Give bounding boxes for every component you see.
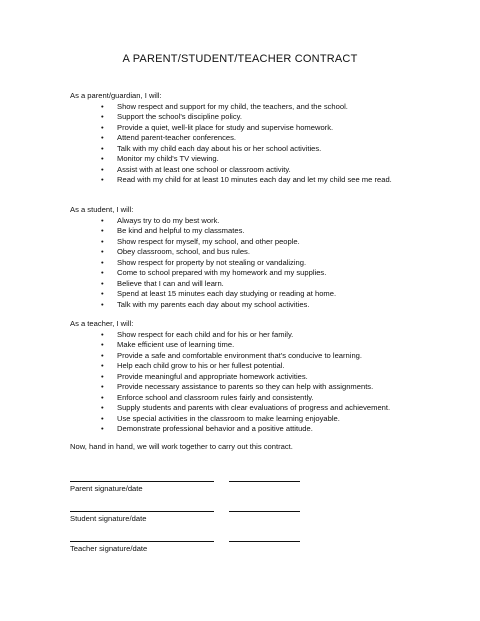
signature-line <box>70 481 214 482</box>
signature-line <box>70 511 214 512</box>
list-item: • Enforce school and classroom rules fairly and consistently. <box>117 393 410 404</box>
student-section <box>70 205 410 310</box>
list-item: • Believe that I can and will learn. <box>117 279 410 290</box>
teacher-section <box>70 319 410 435</box>
list-item: • Provide necessary assistance to parents so they can help with assignments. <box>117 382 410 393</box>
signature-line <box>70 541 214 542</box>
list-item: • Demonstrate professional behavior and a positive attitude. <box>117 424 410 435</box>
date-line <box>229 481 300 482</box>
parent-intro: As a parent/guardian, I will: <box>70 91 162 100</box>
list-item: • Show respect for each child and for his or her family. <box>117 330 410 341</box>
date-line <box>229 511 300 512</box>
list-item: • Provide a quiet, well-lit place for study and supervise homework. <box>117 123 410 134</box>
list-item: • Help each child grow to his or her fullest potential. <box>117 361 410 372</box>
list-item: • Come to school prepared with my homework and my supplies. <box>117 268 410 279</box>
teacher-list <box>70 330 410 435</box>
parent-list <box>70 102 410 186</box>
list-item: • Provide a safe and comfortable environment that's conducive to learning. <box>117 351 410 362</box>
list-item: • Show respect and support for my child, the teachers, and the school. <box>117 102 410 113</box>
student-intro: As a student, I will: <box>70 205 134 214</box>
list-item: • Provide meaningful and appropriate homework activities. <box>117 372 410 383</box>
closing-statement: Now, hand in hand, we will work together to carry out this contract. <box>70 442 293 451</box>
list-item: • Assist with at least one school or classroom activity. <box>117 165 410 176</box>
list-item: • Talk with my parents each day about my school activities. <box>117 300 410 311</box>
parent-signature-label: Parent signature/date <box>70 484 143 493</box>
student-list <box>70 216 410 311</box>
list-item: • Make efficient use of learning time. <box>117 340 410 351</box>
list-item: • Monitor my child's TV viewing. <box>117 154 410 165</box>
parent-section <box>70 91 410 186</box>
list-item: • Use special activities in the classroom to make learning enjoyable. <box>117 414 410 425</box>
list-item: • Be kind and helpful to my classmates. <box>117 226 410 237</box>
teacher-intro: As a teacher, I will: <box>70 319 134 328</box>
list-item: • Support the school's discipline policy. <box>117 112 410 123</box>
list-item: • Show respect for property by not stealing or vandalizing. <box>117 258 410 269</box>
list-item: • Spend at least 15 minutes each day studying or reading at home. <box>117 289 410 300</box>
page-title: A PARENT/STUDENT/TEACHER CONTRACT <box>122 53 358 65</box>
list-item: • Obey classroom, school, and bus rules. <box>117 247 410 258</box>
date-line <box>229 541 300 542</box>
student-signature-label: Student signature/date <box>70 514 147 523</box>
list-item: • Talk with my child each day about his or her school activities. <box>117 144 410 155</box>
list-item: • Show respect for myself, my school, and other people. <box>117 237 410 248</box>
list-item: • Read with my child for at least 10 minutes each day and let my child see me read. <box>117 175 410 186</box>
list-item: • Always try to do my best work. <box>117 216 410 227</box>
list-item: • Attend parent-teacher conferences. <box>117 133 410 144</box>
list-item: • Supply students and parents with clear evaluations of progress and achievement. <box>117 403 410 414</box>
teacher-signature-label: Teacher signature/date <box>70 544 148 553</box>
